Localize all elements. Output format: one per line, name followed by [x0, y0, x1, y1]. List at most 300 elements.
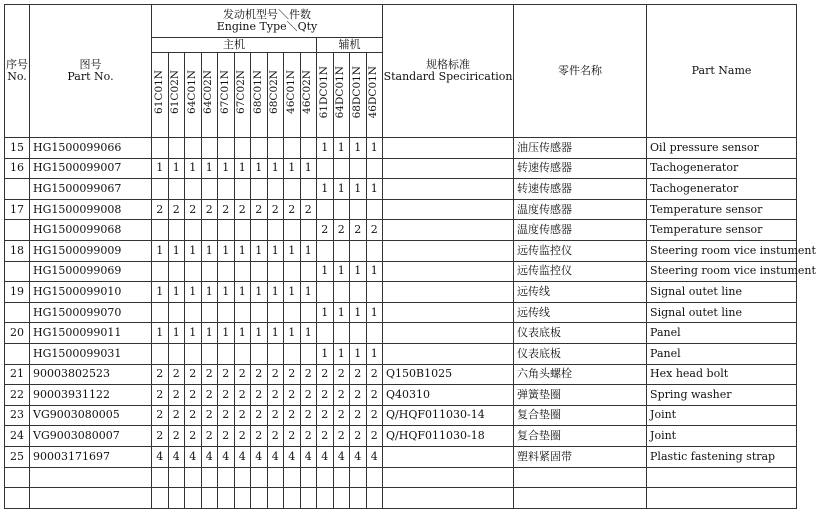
qty-cell: [218, 138, 235, 159]
engine-model-header: [201, 53, 218, 138]
qty-cell: [201, 179, 218, 200]
part-number: [30, 467, 152, 488]
qty-cell: 4: [317, 446, 334, 467]
qty-cell: 2: [168, 426, 185, 447]
qty-cell: 1: [317, 179, 334, 200]
table-row: [5, 158, 797, 179]
engine-model-label: 46C01N: [284, 69, 297, 114]
parts-table: [4, 4, 816, 509]
qty-cell: 1: [234, 158, 251, 179]
qty-cell: [234, 138, 251, 159]
qty-cell: 2: [366, 364, 383, 385]
qty-cell: 2: [350, 364, 367, 385]
part-name-zh: 复合垫圈: [514, 405, 647, 426]
qty-cell: 2: [284, 199, 301, 220]
qty-cell: [350, 199, 367, 220]
part-number: HG1500099010: [30, 282, 152, 303]
qty-cell: 1: [234, 282, 251, 303]
qty-cell: 1: [185, 323, 202, 344]
qty-cell: 2: [251, 405, 268, 426]
qty-cell: 1: [300, 282, 317, 303]
standard-spec: [383, 488, 514, 509]
qty-cell: 2: [234, 426, 251, 447]
part-number: VG9003080007: [30, 426, 152, 447]
qty-cell: [267, 302, 284, 323]
engine-model-header: [317, 53, 334, 138]
seq-header: [5, 5, 30, 138]
qty-cell: [168, 138, 185, 159]
qty-cell: 1: [251, 282, 268, 303]
qty-cell: 2: [168, 405, 185, 426]
qty-cell: [366, 282, 383, 303]
part-no-header-en: Part No.: [67, 70, 114, 83]
qty-cell: 1: [366, 302, 383, 323]
qty-cell: [366, 488, 383, 509]
part-number: HG1500099069: [30, 261, 152, 282]
qty-cell: [251, 467, 268, 488]
qty-cell: 2: [350, 385, 367, 406]
engine-model-label: 68C01N: [251, 69, 264, 114]
qty-cell: 2: [185, 364, 202, 385]
qty-cell: [317, 199, 334, 220]
qty-cell: 1: [168, 282, 185, 303]
qty-cell: 4: [185, 446, 202, 467]
qty-cell: [317, 488, 334, 509]
qty-cell: [300, 343, 317, 364]
qty-cell: [234, 343, 251, 364]
qty-cell: 1: [168, 158, 185, 179]
qty-cell: [201, 343, 218, 364]
standard-spec: [383, 446, 514, 467]
qty-cell: 4: [152, 446, 169, 467]
qty-cell: 2: [350, 220, 367, 241]
row-number: [5, 220, 30, 241]
table-row: [5, 323, 797, 344]
qty-cell: 2: [185, 385, 202, 406]
qty-cell: 1: [350, 179, 367, 200]
qty-cell: [333, 323, 350, 344]
qty-cell: [300, 220, 317, 241]
engine-model-label: 67C01N: [218, 69, 231, 114]
table-row: [5, 138, 797, 159]
standard-spec: [383, 302, 514, 323]
qty-cell: 2: [366, 405, 383, 426]
row-number: 25: [5, 446, 30, 467]
qty-cell: [201, 220, 218, 241]
qty-cell: 1: [152, 158, 169, 179]
qty-cell: [152, 467, 169, 488]
table-row: [5, 220, 797, 241]
qty-cell: 2: [366, 385, 383, 406]
qty-cell: 2: [201, 426, 218, 447]
qty-cell: [366, 240, 383, 261]
qty-cell: [267, 138, 284, 159]
qty-cell: [218, 488, 235, 509]
qty-cell: 2: [284, 364, 301, 385]
qty-cell: 4: [284, 446, 301, 467]
seq-header-en: No.: [7, 70, 27, 83]
table-row: [5, 446, 797, 467]
qty-cell: [218, 343, 235, 364]
qty-cell: [267, 343, 284, 364]
engine-model-label: 46C02N: [301, 69, 314, 114]
qty-cell: [185, 138, 202, 159]
qty-cell: 2: [152, 405, 169, 426]
part-number: HG1500099067: [30, 179, 152, 200]
standard-spec: [383, 467, 514, 488]
engine-model-header: [234, 53, 251, 138]
standard-spec: [383, 158, 514, 179]
table-row: [5, 199, 797, 220]
table-row: [5, 179, 797, 200]
row-number: [5, 261, 30, 282]
qty-cell: 2: [267, 385, 284, 406]
part-name-en: Panel: [647, 323, 797, 344]
qty-cell: [251, 138, 268, 159]
table-row: [5, 343, 797, 364]
standard-spec: [383, 323, 514, 344]
qty-cell: 2: [267, 199, 284, 220]
qty-cell: 2: [300, 405, 317, 426]
part-name-en: [647, 488, 797, 509]
engine-model-label: 68DC01N: [350, 65, 363, 119]
part-number: 90003171697: [30, 446, 152, 467]
qty-cell: [251, 220, 268, 241]
part-no-header: [30, 5, 152, 138]
part-name-en: Spring washer: [647, 385, 797, 406]
qty-cell: 2: [185, 199, 202, 220]
qty-cell: [218, 467, 235, 488]
qty-cell: 1: [185, 240, 202, 261]
qty-cell: 2: [333, 220, 350, 241]
part-name-zh: 温度传感器: [514, 220, 647, 241]
engine-model-header: [300, 53, 317, 138]
standard-spec: [383, 138, 514, 159]
qty-cell: 2: [350, 405, 367, 426]
row-number: 24: [5, 426, 30, 447]
qty-cell: [251, 261, 268, 282]
qty-cell: [168, 467, 185, 488]
qty-cell: 2: [218, 405, 235, 426]
part-name-en: Tachogenerator: [647, 158, 797, 179]
qty-cell: 1: [185, 282, 202, 303]
part-name-zh: 塑料紧固带: [514, 446, 647, 467]
qty-cell: [218, 179, 235, 200]
part-name-en: Signal outet line: [647, 282, 797, 303]
qty-cell: 1: [350, 302, 367, 323]
engine-model-header: [152, 53, 169, 138]
part-name-en: Plastic fastening strap: [647, 446, 797, 467]
qty-cell: [267, 488, 284, 509]
part-name-en: Hex head bolt: [647, 364, 797, 385]
part-name-zh: 远传线: [514, 282, 647, 303]
qty-cell: [185, 302, 202, 323]
qty-cell: 1: [300, 323, 317, 344]
qty-cell: 2: [300, 385, 317, 406]
qty-cell: 2: [168, 364, 185, 385]
seq-header-zh: 序号: [6, 57, 28, 71]
qty-cell: [333, 282, 350, 303]
qty-cell: [168, 179, 185, 200]
qty-cell: [300, 138, 317, 159]
qty-cell: [185, 488, 202, 509]
qty-cell: 4: [234, 446, 251, 467]
part-name-zh: 转速传感器: [514, 179, 647, 200]
part-name-zh: 弹簧垫圈: [514, 385, 647, 406]
qty-cell: 1: [300, 158, 317, 179]
standard-spec: Q/HQF011030-14: [383, 405, 514, 426]
qty-cell: 2: [251, 199, 268, 220]
main-engine-header: 主机: [152, 38, 317, 53]
qty-cell: 2: [317, 405, 334, 426]
qty-cell: 2: [317, 364, 334, 385]
qty-cell: [333, 467, 350, 488]
part-number: HG1500099008: [30, 199, 152, 220]
qty-cell: [350, 158, 367, 179]
part-name-en: Temperature sensor: [647, 199, 797, 220]
engine-model-header: [218, 53, 235, 138]
engine-model-header: [168, 53, 185, 138]
standard-header-zh: 规格标准: [426, 57, 471, 71]
qty-cell: 1: [201, 240, 218, 261]
row-number: 22: [5, 385, 30, 406]
standard-spec: Q40310: [383, 385, 514, 406]
qty-cell: 2: [366, 426, 383, 447]
standard-spec: [383, 199, 514, 220]
parts-list-sheet: [4, 4, 816, 509]
qty-cell: 1: [350, 261, 367, 282]
part-number: HG1500099007: [30, 158, 152, 179]
qty-cell: 1: [333, 261, 350, 282]
qty-cell: 1: [251, 158, 268, 179]
standard-header: [383, 5, 514, 138]
qty-cell: 2: [185, 405, 202, 426]
qty-cell: [251, 488, 268, 509]
qty-cell: 4: [300, 446, 317, 467]
qty-cell: 1: [218, 323, 235, 344]
qty-cell: [251, 302, 268, 323]
qty-cell: 2: [267, 364, 284, 385]
qty-cell: [185, 220, 202, 241]
qty-cell: [201, 467, 218, 488]
qty-cell: 2: [317, 426, 334, 447]
qty-cell: 2: [218, 385, 235, 406]
part-name-zh: 转速传感器: [514, 158, 647, 179]
qty-cell: [152, 179, 169, 200]
qty-cell: 2: [333, 364, 350, 385]
engine-model-label: 61C02N: [169, 69, 182, 114]
qty-cell: 2: [201, 405, 218, 426]
qty-cell: 1: [218, 282, 235, 303]
part-number: HG1500099070: [30, 302, 152, 323]
qty-cell: 1: [300, 240, 317, 261]
part-name-zh-header: 零件名称: [514, 5, 647, 138]
engine-model-label: 64DC01N: [334, 65, 347, 119]
qty-cell: [267, 179, 284, 200]
qty-cell: 4: [350, 446, 367, 467]
engine-model-label: 64C01N: [185, 69, 198, 114]
qty-cell: 1: [317, 302, 334, 323]
qty-cell: [152, 343, 169, 364]
qty-cell: 1: [333, 138, 350, 159]
qty-cell: 4: [333, 446, 350, 467]
qty-cell: [168, 220, 185, 241]
part-name-en: [647, 467, 797, 488]
qty-cell: 1: [201, 158, 218, 179]
row-number: 23: [5, 405, 30, 426]
qty-cell: 2: [300, 199, 317, 220]
part-number: 90003931122: [30, 385, 152, 406]
part-name-en-header: Part Name: [647, 5, 797, 138]
qty-cell: [317, 323, 334, 344]
qty-cell: 1: [168, 323, 185, 344]
aux-engine-header: 辅机: [317, 38, 383, 53]
qty-cell: [201, 488, 218, 509]
part-number: HG1500099068: [30, 220, 152, 241]
qty-cell: [234, 488, 251, 509]
qty-cell: 1: [317, 261, 334, 282]
qty-cell: 1: [284, 282, 301, 303]
qty-cell: [201, 138, 218, 159]
qty-cell: 1: [333, 179, 350, 200]
part-number: HG1500099066: [30, 138, 152, 159]
qty-cell: 2: [218, 364, 235, 385]
qty-cell: 2: [300, 364, 317, 385]
row-number: 18: [5, 240, 30, 261]
qty-cell: 2: [201, 199, 218, 220]
qty-cell: [251, 343, 268, 364]
qty-cell: 1: [317, 343, 334, 364]
row-number: 17: [5, 199, 30, 220]
qty-cell: [284, 138, 301, 159]
part-number: [30, 488, 152, 509]
engine-model-header: [350, 53, 367, 138]
qty-cell: [185, 179, 202, 200]
qty-cell: 1: [218, 240, 235, 261]
qty-cell: [333, 158, 350, 179]
table-header: [5, 5, 797, 138]
qty-cell: [185, 261, 202, 282]
row-number: 21: [5, 364, 30, 385]
qty-cell: 2: [234, 385, 251, 406]
part-name-zh: [514, 467, 647, 488]
qty-cell: [350, 323, 367, 344]
qty-cell: [284, 179, 301, 200]
qty-cell: 1: [218, 158, 235, 179]
qty-cell: 1: [333, 343, 350, 364]
qty-cell: [168, 302, 185, 323]
qty-cell: 2: [152, 199, 169, 220]
qty-cell: [300, 488, 317, 509]
qty-cell: [201, 261, 218, 282]
part-no-header-zh: 图号: [79, 57, 102, 71]
qty-cell: 1: [234, 323, 251, 344]
qty-cell: 1: [284, 323, 301, 344]
standard-spec: [383, 343, 514, 364]
table-body: [5, 138, 816, 509]
table-row: [5, 488, 797, 509]
qty-cell: [366, 323, 383, 344]
qty-cell: 2: [218, 199, 235, 220]
qty-cell: 1: [152, 240, 169, 261]
qty-cell: [300, 261, 317, 282]
qty-cell: [152, 302, 169, 323]
qty-cell: 1: [284, 158, 301, 179]
part-number: 90003802523: [30, 364, 152, 385]
qty-cell: [284, 343, 301, 364]
qty-cell: 1: [333, 302, 350, 323]
qty-cell: [234, 261, 251, 282]
standard-spec: [383, 261, 514, 282]
qty-cell: [168, 343, 185, 364]
qty-cell: 2: [152, 364, 169, 385]
engine-type-header: [152, 5, 383, 38]
qty-cell: [234, 220, 251, 241]
qty-cell: [366, 158, 383, 179]
part-name-zh: 温度传感器: [514, 199, 647, 220]
standard-spec: Q/HQF011030-18: [383, 426, 514, 447]
part-number: HG1500099009: [30, 240, 152, 261]
standard-spec: [383, 220, 514, 241]
qty-cell: [300, 467, 317, 488]
qty-cell: 2: [168, 199, 185, 220]
part-name-zh: 远传线: [514, 302, 647, 323]
qty-cell: [300, 179, 317, 200]
qty-cell: 1: [152, 323, 169, 344]
qty-cell: 4: [366, 446, 383, 467]
engine-type-header-en: Engine Type＼Qty: [216, 20, 318, 33]
qty-cell: [152, 261, 169, 282]
qty-cell: [350, 488, 367, 509]
qty-cell: 4: [201, 446, 218, 467]
qty-cell: 2: [317, 385, 334, 406]
table-row: [5, 240, 797, 261]
qty-cell: [168, 261, 185, 282]
part-name-zh: 油压传感器: [514, 138, 647, 159]
table-row: [5, 385, 797, 406]
qty-cell: [300, 302, 317, 323]
part-name-en: Joint: [647, 405, 797, 426]
qty-cell: 1: [251, 323, 268, 344]
qty-cell: [350, 467, 367, 488]
qty-cell: 2: [218, 426, 235, 447]
row-number: [5, 467, 30, 488]
part-name-en: Tachogenerator: [647, 179, 797, 200]
part-name-zh: 远传监控仪: [514, 240, 647, 261]
standard-spec: [383, 179, 514, 200]
qty-cell: 1: [168, 240, 185, 261]
qty-cell: [333, 240, 350, 261]
row-number: 20: [5, 323, 30, 344]
engine-model-header: [333, 53, 350, 138]
row-number: [5, 488, 30, 509]
part-name-en: Steering room vice instument: [647, 240, 797, 261]
qty-cell: 2: [234, 199, 251, 220]
part-name-en: Temperature sensor: [647, 220, 797, 241]
qty-cell: 2: [333, 405, 350, 426]
qty-cell: 2: [366, 220, 383, 241]
qty-cell: [185, 467, 202, 488]
qty-cell: [152, 138, 169, 159]
qty-cell: 1: [267, 240, 284, 261]
qty-cell: 2: [300, 426, 317, 447]
qty-cell: 1: [366, 261, 383, 282]
qty-cell: [201, 302, 218, 323]
qty-cell: 2: [267, 426, 284, 447]
qty-cell: 1: [267, 323, 284, 344]
table-row: [5, 405, 797, 426]
qty-cell: 1: [350, 343, 367, 364]
